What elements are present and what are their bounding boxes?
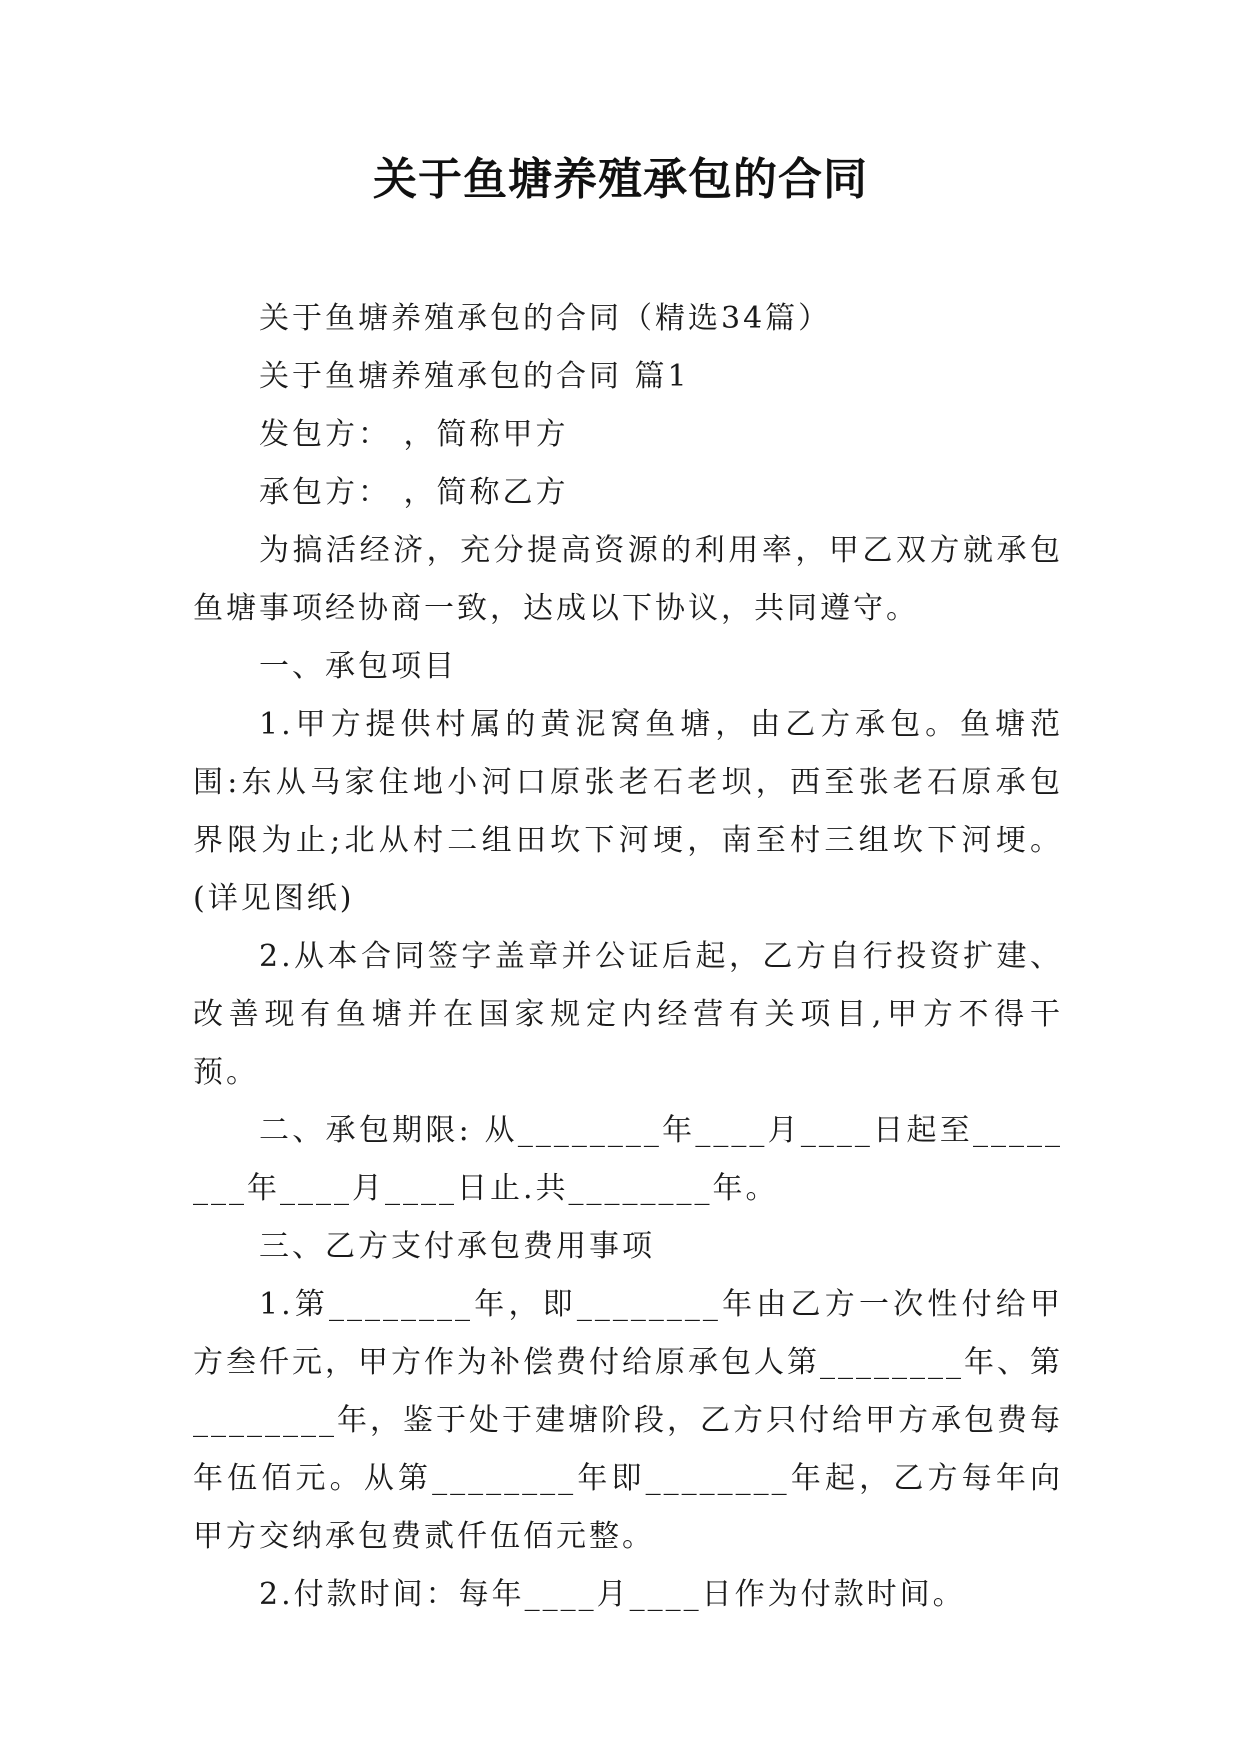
paragraph-term: 二、承包期限: 从________年____月____日起至________年____月____日止.共________年。 (193, 1113, 1063, 1206)
paragraph-project-scope: 1.甲方提供村属的黄泥窝鱼塘，由乙方承包。鱼塘范围:东从马家住地小河口原张老石老坝，西至张老石原承包界限为止;北从村二组田坎下河埂，南至村三组坎下河埂。(详见图纸) (193, 707, 1063, 916)
paragraph-project-investment: 2.从本合同签字盖章并公证后起，乙方自行投资扩建、改善现有鱼塘并在国家规定内经营有关项目,甲方不得干预。 (193, 939, 1063, 1090)
paragraph-heading-project: 一、承包项目 (259, 649, 457, 684)
paragraph-issuer: 发包方： ，简称甲方 (259, 417, 569, 452)
paragraph-heading-fees: 三、乙方支付承包费用事项 (259, 1229, 655, 1264)
paragraph-payment-time: 2.付款时间：每年____月____日作为付款时间。 (259, 1577, 966, 1612)
paragraph-subtitle: 关于鱼塘养殖承包的合同（精选34篇） (259, 301, 832, 336)
document-body (193, 290, 1063, 1624)
paragraph-section-heading: 关于鱼塘养殖承包的合同 篇1 (259, 359, 690, 394)
paragraph-contractor: 承包方： ，简称乙方 (259, 475, 569, 510)
document-title: 关于鱼塘养殖承包的合同 (373, 154, 868, 205)
paragraph-preamble: 为搞活经济，充分提高资源的利用率，甲乙双方就承包鱼塘事项经协商一致，达成以下协议，共同遵守。 (193, 533, 1063, 626)
paragraph-fee-schedule: 1.第________年，即________年由乙方一次性付给甲方叁仟元，甲方作为补偿费付给原承包人第________年、第________年，鉴于处于建塘阶段，乙方只付给甲方承包费每年伍佰元。从第________年即________年起，乙方每年向甲方交纳承包费贰仟伍佰元整。 (193, 1287, 1063, 1554)
